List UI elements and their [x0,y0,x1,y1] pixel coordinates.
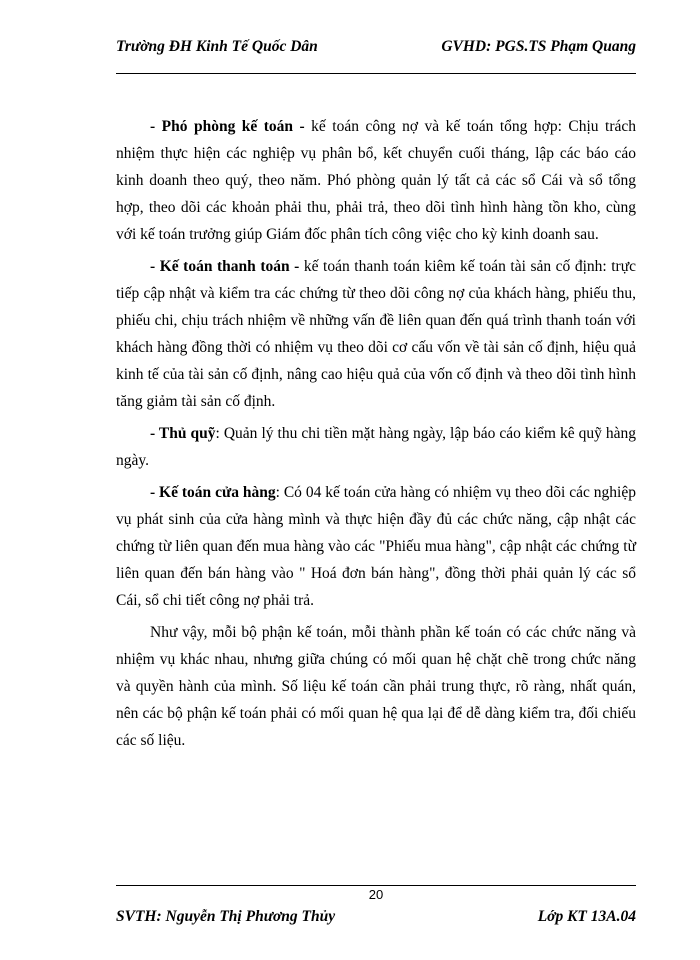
header-school: Trường ĐH Kinh Tế Quốc Dân [116,38,318,55]
paragraph-text: : Có 04 kế toán cửa hàng có nhiệm vụ theo dõi các nghiệp vụ phát sinh của cửa hàng mình và thực hiện đầy đủ các chức năng, cập nhật các chứng từ liên quan đến mua hàng vào các "Phiếu mua hàng", cập nhật các chứng từ liên quan đến bán hàng vào " Hoá đơn bán hàng", đồng thời phải quản lý các sổ Cái, sổ chi tiết công nợ phải trả. [116,484,636,609]
paragraph-treasurer [116,420,636,474]
footer-student: SVTH: Nguyễn Thị Phương Thủy [116,908,336,925]
paragraph-deputy-head [116,113,636,248]
paragraph-conclusion [116,619,636,754]
document-body [116,113,636,759]
paragraph-lead: - Thủ quỹ [150,425,216,442]
paragraph-lead: - Phó phòng kế toán - [150,118,305,135]
footer-class: Lớp KT 13A.04 [537,908,636,925]
paragraph-lead: - Kế toán thanh toán - [150,258,300,275]
paragraph-store-accountant [116,479,636,614]
header-divider [116,73,636,74]
paragraph-text: Như vậy, mỗi bộ phận kế toán, mỗi thành phần kế toán có các chức năng và nhiệm vụ khác nhau, nhưng giữa chúng có mối quan hệ chặt chẽ trong chức năng và quyền hành của mình. Số liệu kế toán cần phải trung thực, rõ ràng, nhất quán, nên các bộ phận kế toán phải có mối quan hệ qua lại để dễ dàng kiểm tra, đối chiếu các số liệu. [116,624,636,749]
page-number: 20 [368,887,384,902]
paragraph-text: kế toán thanh toán kiêm kế toán tài sản cố định: trực tiếp cập nhật và kiểm tra các chứng từ theo dõi công nợ của khách hàng, phiếu thu, phiếu chi, chịu trách nhiệm về những vấn đề liên quan đến quá trình thanh toán với khách hàng đồng thời có nhiệm vụ theo dõi cơ cấu vốn về tài sản cố định, hiệu quả kinh tế của tài sản cố định, nâng cao hiệu quả của vốn cố định và theo dõi tình hình tăng giảm tài sản cố định. [116,258,636,410]
paragraph-text: : Quản lý thu chi tiền mặt hàng ngày, lập báo cáo kiểm kê quỹ hàng ngày. [116,425,637,469]
paragraph-payment-accountant [116,253,636,415]
header-supervisor: GVHD: PGS.TS Phạm Quang [441,38,636,55]
footer-divider [116,885,636,886]
paragraph-lead: - Kế toán cửa hàng [150,484,276,501]
paragraph-text: kế toán công nợ và kế toán tổng hợp: Chịu trách nhiệm thực hiện các nghiệp vụ phân bổ, kết chuyển cuối tháng, lập các báo cáo kinh doanh theo quý, theo năm. Phó phòng quản lý tất cả các sổ Cái và sổ tổng hợp, theo dõi các khoản phải thu, phải trả, theo dõi tình hình hàng tồn kho, cùng với kế toán trưởng giúp Giám đốc phân tích công việc cho kỳ kinh doanh sau. [116,118,636,243]
page-header [116,38,636,56]
page-footer [116,908,636,926]
